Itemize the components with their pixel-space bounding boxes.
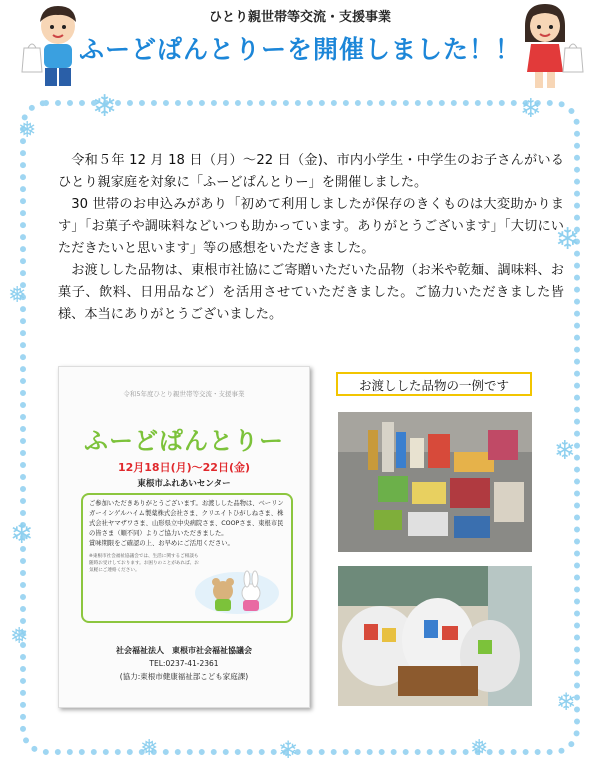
snowflake-icon: ❄ bbox=[278, 736, 299, 764]
snowflake-icon: ❄ bbox=[554, 436, 576, 466]
flyer-image bbox=[58, 366, 310, 708]
snowflake-icon: ❅ bbox=[470, 736, 489, 761]
body-text bbox=[58, 150, 564, 326]
page-title: ふーどぱんとりーを開催しました！！ bbox=[78, 35, 521, 64]
flyer-organization: 社会福祉法人 東根市社会福祉協議会 bbox=[116, 646, 252, 655]
snowflake-icon: ❄ bbox=[555, 222, 581, 257]
paragraph: 30 世帯のお申込みがあり「初めて利用しましたが保存のきくものは大変助かります」「お菓子や調味料などいつも助かっています。ありがとうございます」「大切にいただきたいと思います」等の感想をいただきました。 bbox=[58, 197, 564, 256]
paragraph: 令和５年 12 月 18 日（月）～22 日（金)、市内小学生・中学生のお子さんがいるひとり親家庭を対象に「ふーどぱんとりー」を開催しました。 bbox=[58, 153, 564, 190]
photo-caption: お渡しした品物の一例です bbox=[336, 372, 532, 396]
flyer-message-box bbox=[81, 493, 293, 623]
snowflake-icon: ❅ bbox=[140, 736, 159, 761]
flyer-dates: 12月18日(月)～22日(金) bbox=[117, 461, 251, 474]
snowflake-icon: ❅ bbox=[18, 118, 37, 143]
flyer-cooperation: (協力:東根市健康福祉部こども家庭課) bbox=[119, 672, 249, 681]
flyer-phone: TEL:0237-41-2361 bbox=[149, 659, 219, 668]
snowflake-icon: ❅ bbox=[8, 283, 27, 308]
bags-photo bbox=[338, 566, 532, 706]
paragraph: お渡しした品物は、東根市社協にご寄贈いただいた品物（お米や乾麺、調味料、お菓子、飲料、日用品など）を活用させていただきました。ご協力いただきました皆様、本当にありがとうございました。 bbox=[58, 263, 564, 322]
flyer-title: ふーどぱんとりー bbox=[84, 427, 284, 455]
snowflake-icon: ❄ bbox=[10, 517, 34, 550]
event-subtitle: ひとり親世帯等交流・支援事業 bbox=[208, 10, 391, 25]
flyer-note: ※東根市社会福祉協議会では、生活に関するご相談も随時お受けしております。お困りのことがあれば、お気軽にご連絡ください。 bbox=[89, 554, 199, 573]
flyer-header: 令和5年度ひとり親世帯等交流・支援事業 bbox=[123, 390, 245, 398]
flyer-venue: 東根市ふれあいセンター bbox=[137, 479, 231, 489]
snowflake-icon: ❄ bbox=[520, 94, 542, 124]
flyer-expiry: 賞味期限をご確認の上、お早めにご活用ください。 bbox=[89, 540, 234, 547]
snowflake-icon: ❄ bbox=[92, 89, 118, 124]
bear-rabbit-illustration bbox=[193, 569, 281, 615]
snowflake-icon: ❄ bbox=[556, 688, 577, 716]
snowflake-icon: ❅ bbox=[10, 624, 29, 649]
flyer-message: ご参加いただきありがとうございます。お渡しした品物は、ベーリンガーインゲルハイム製薬株式会社さま、クリエイトひがしねさま、株式会社ヤマザワさま、山形県立中央病院さま、COOPさま、東根市民の皆さま（順不同）よりご協力いただきました。 bbox=[89, 500, 284, 537]
products-photo bbox=[338, 412, 532, 552]
